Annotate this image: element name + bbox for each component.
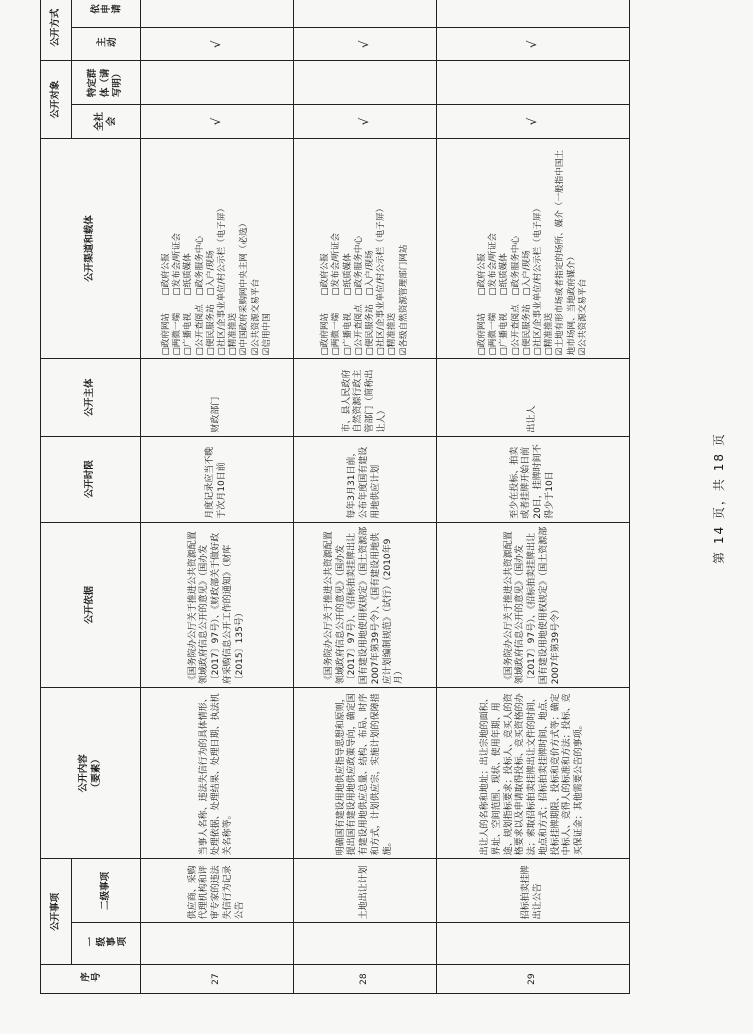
header-seq: 序号 [41,965,141,994]
row-level1 [294,923,437,965]
row-seq: 28 [294,965,437,994]
row-time-limit: 每年3月31日前，公布年度国有建设用地供应计划 [294,436,437,522]
row-audience-all: √ [437,105,630,138]
row-method-request [294,0,437,28]
row-method-active: √ [294,28,437,61]
row-level1 [141,923,294,965]
row-level2: 供应商、采购代理机构和评审专家的违法失信行为记录公告 [141,859,294,923]
row-subject: 财政部门 [141,359,294,436]
table-row [437,0,630,994]
row-method-request [437,0,630,28]
row-time-limit: 月度记录应当不晚于次月10日前 [141,436,294,522]
table-row [141,0,294,994]
header-time-limit: 公开时限 [41,436,141,522]
row-method-active: √ [437,28,630,61]
header-basis: 公开依据 [41,522,141,688]
row-subject: 出让人 [437,359,630,436]
row-content: 当事人名称、违法失信行为的具体情形、处理依据、处理结果、处理日期、执法机关名称等。 [141,688,294,859]
row-method-request [141,0,294,28]
row-level1 [437,923,630,965]
header-method-request: 依申请 [72,0,141,28]
row-channels: □政府网站 □政府公报 □两微一端 □发布会/听证会 □广播电视 □纸质媒体 □公开查阅点 □政务服务中心 □便民服务站 □入户/现场 □社区/企事业单位/村公示栏（电子屏） □精准推送 ☑中国政府采购网中央主网（必选） ☑公共资源交易平台 ☑信用中国 [141,138,294,359]
row-channels: □政府网站 □政府公报 □两微一端 □发布会/听证会 □广播电视 □纸质媒体 □公开查阅点 □政务服务中心 □便民服务站 □入户/现场 □社区/企事业单位/村公示栏（电子屏） □精准推送 ☑各级自然资源管理部门网站 [294,138,437,359]
row-seq: 29 [437,965,630,994]
row-level2: 招标拍卖挂牌出让公告 [437,859,630,923]
row-basis: 《国务院办公厅关于推进公共资源配置领域政府信息公开的意见》（国办发〔2017〕97号）、《财政部关于做好政府采购信息公开工作的通知》（财库〔2015〕135号） [141,522,294,688]
row-seq: 27 [141,965,294,994]
row-basis: 《国务院办公厅关于推进公共资源配置领域政府信息公开的意见》（国办发〔2017〕97号）、《招标拍卖挂牌出让国有建设用地使用权规定》（国土资源部2007年第39号令）、《国有建设用地供应计划编制规范》（试行）（2010年9月） [294,522,437,688]
row-channels: □政府网站 □政府公报 □两微一端 □发布会/听证会 □广播电视 □纸质媒体 □公开查阅点 □政务服务中心 □便民服务站 □入户/现场 □社区/企事业单位/村公示栏（电子屏） □精准推送 ☑土地有形市场或者指定的场所、媒介（一般指中国土地市场网、当地政府媒介） ☑公共资源交易平台 [437,138,630,359]
row-level2: 土地出让计划 [294,859,437,923]
header-content: 公开内容 （要素） [41,688,141,859]
disclosure-table [40,0,630,994]
row-content: 出让人的名称和地址；出让宗地的面积、界址、空间范围、现状、使用年期、用途、规划指标要求；投标人、竞买人的资格要求以及申请取得投标、竞买资格的办法；索取招标拍卖挂牌出让文件的时间、地点和方式；招标拍卖挂牌时间、地点、投标挂牌期限、投标和竞价方式等；确定中标人、竞得人的标准和方法；投标、竞买保证金；其他需要公告的事项。 [437,688,630,859]
header-method-active: 主动 [72,28,141,61]
row-audience-all: √ [141,105,294,138]
row-subject: 市、县人民政府自然资源行政主管部门（简称出让人） [294,359,437,436]
header-public-matters: 公开事项 [41,859,72,965]
row-time-limit: 至少在投标、拍卖或者挂牌开始日前20日，挂牌时间不得少于10日 [437,436,630,522]
row-basis: 《国务院办公厅关于推进公共资源配置领域政府信息公开的意见》（国办发〔2017〕97号）、《招标拍卖挂牌出让国有建设用地使用权规定》（国土资源部2007年第39号令） [437,522,630,688]
header-audience-specific: 特定群体（请写明） [72,61,141,105]
header-channels: 公开渠道和载体 [41,138,141,359]
row-audience-all: √ [294,105,437,138]
header-audience: 公开对象 [41,61,72,138]
header-method: 公开方式 [41,0,72,61]
header-level2: 二级事项 [72,859,141,923]
header-row-1 [41,0,72,994]
row-content: 明确国有建设用地供应指导思想和原则，提出国有建设用地供应政策导向，确定国有建设用地供应总量、结构、布局、时序和方式，计划供应宗，实施计划的保障措施。 [294,688,437,859]
row-audience-specific [141,61,294,105]
table-row [294,0,437,994]
header-subject: 公开主体 [41,359,141,436]
header-level1: 一级事项 [72,923,141,965]
header-audience-all: 全社会 [72,105,141,138]
row-method-active: √ [141,28,294,61]
page-number: 第 14 页，共 18 页 [712,432,726,564]
row-audience-specific [294,61,437,105]
row-audience-specific [437,61,630,105]
